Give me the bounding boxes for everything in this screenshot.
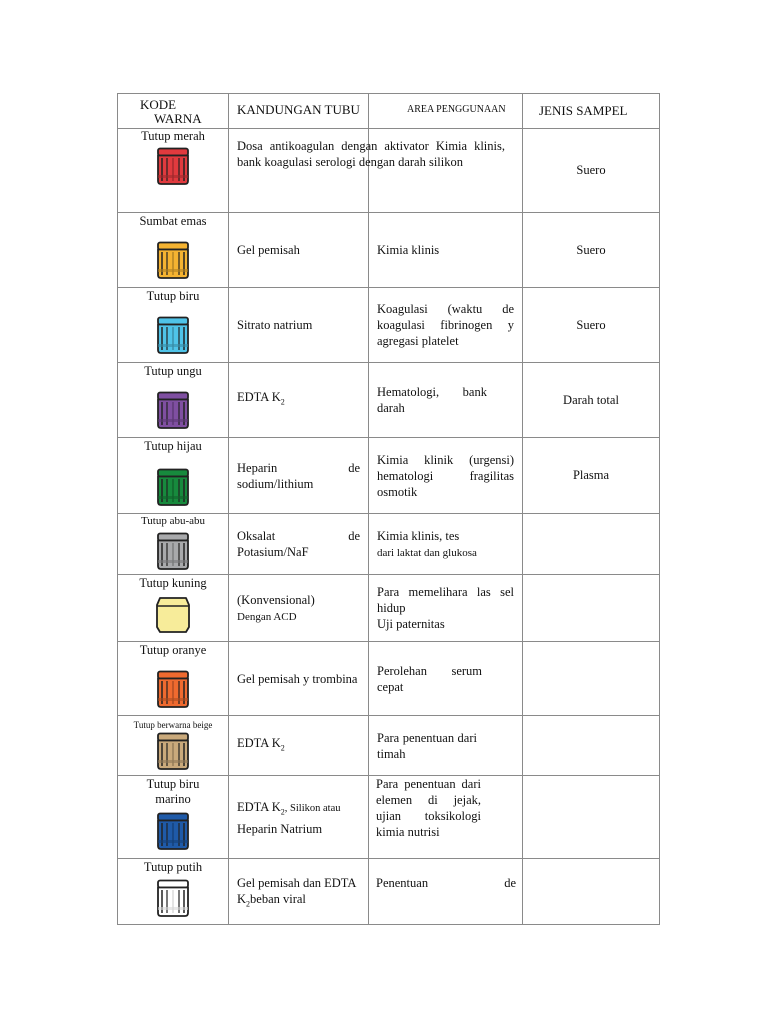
color-code-name: Tutup hijau [144, 439, 202, 453]
jenis-cell [523, 514, 660, 575]
jenis-cell: Suero [523, 129, 660, 213]
jenis-cell: Suero [523, 288, 660, 363]
area-text-small: dari laktat dan glukosa [377, 546, 477, 559]
table-row [118, 716, 660, 776]
subscript: 2 [280, 743, 285, 753]
area-text: Para penentuan dari elemen di jejak, ujian toksikologi kimia nutrisi [376, 777, 481, 839]
kandungan-text: EDTA K [237, 390, 281, 405]
color-code-name: Tutup kuning [139, 576, 207, 590]
orange-tube-cap-icon [155, 670, 191, 715]
kandungan-cell [229, 213, 369, 288]
color-code-name: Tutup ungu [144, 364, 202, 378]
area-cell [369, 642, 523, 716]
kandungan-area-cell [229, 859, 523, 925]
kandungan-text: Dosa antikoagulan dengan aktivator Kimia klinis, bank koagulasi serologi dengan darah silikon [237, 139, 505, 169]
header-kode-line2: WARNA [154, 111, 202, 126]
area-text: Koagulasi (waktu de koagulasi fibrinogen y agregasi platelet [377, 302, 514, 348]
area-cell [369, 363, 523, 438]
beige-tube-cap-icon [155, 732, 191, 776]
kandungan-text-line2: beban viral [250, 892, 306, 906]
subscript: 2 [246, 899, 251, 909]
gold-tube-cap-icon [155, 241, 191, 286]
tube-cap-svg [155, 241, 191, 281]
kandungan-text: Gel pemisah dan EDTA [237, 876, 357, 890]
kandungan-area-cell [229, 776, 523, 859]
tube-cap-svg [155, 812, 191, 852]
color-code-name: Tutup berwarna beige [133, 720, 213, 730]
tube-cap-svg [155, 147, 191, 187]
code-cell [118, 859, 229, 925]
kandungan-cell [229, 575, 369, 642]
kandungan-text-line2: Heparin Natrium [237, 821, 323, 836]
color-code-name: Sumbat emas [139, 214, 207, 228]
kandungan-text: EDTA K [237, 735, 281, 750]
tube-cap-svg [155, 468, 191, 508]
header-kandungan: KANDUNGAN TUBU [229, 94, 369, 129]
header-kode-line1: KODE [140, 97, 177, 112]
kandungan-text-line2-prefix: K [237, 892, 247, 906]
area-text: Para memelihara las sel hidup [377, 585, 514, 615]
tube-cap-svg [155, 670, 191, 710]
kandungan-text: Heparin de sodium/lithium [237, 460, 360, 491]
kandungan-cell [229, 642, 369, 716]
subscript: 2 [280, 807, 285, 817]
jenis-cell [523, 776, 660, 859]
kandungan-cell [229, 363, 369, 438]
kandungan-cell [229, 514, 369, 575]
jenis-cell: Suero [523, 213, 660, 288]
jenis-cell [523, 642, 660, 716]
tube-cap-svg [155, 532, 191, 572]
color-code-name: Tutup biru marino [146, 777, 200, 806]
area-cell [369, 575, 523, 642]
color-code-name: Tutup merah [141, 129, 205, 143]
area-text: Hematologi, bank darah [377, 385, 487, 415]
area-cell [369, 716, 523, 776]
jenis-cell: Plasma [523, 438, 660, 514]
kandungan-text: Sitrato natrium [237, 318, 313, 332]
kandungan-text-small: Dengan ACD [237, 610, 297, 623]
purple-tube-cap-icon [155, 391, 191, 436]
code-cell [118, 363, 229, 438]
kandungan-cell [229, 288, 369, 363]
gray-tube-cap-icon [155, 532, 191, 575]
subscript: 2 [280, 397, 285, 407]
code-cell [118, 642, 229, 716]
kandungan-text: Gel pemisah [237, 243, 300, 257]
table-header-row [118, 94, 660, 129]
code-cell [118, 288, 229, 363]
area-cell [369, 438, 523, 514]
table-row [118, 129, 660, 213]
white-tube-cap-icon [155, 879, 191, 924]
jenis-cell: Darah total [523, 363, 660, 438]
kandungan-text: (Konvensional) [237, 592, 315, 607]
table-row [118, 438, 660, 514]
jenis-cell [523, 716, 660, 776]
code-cell [118, 213, 229, 288]
navy-tube-cap-icon [155, 812, 191, 857]
column-divider [368, 859, 369, 924]
code-cell [118, 575, 229, 642]
area-text-line2: Uji paternitas [377, 617, 445, 631]
header-kode-warna [118, 94, 229, 129]
color-code-name: Tutup biru [146, 289, 200, 303]
kandungan-text: Oksalat de Potasium/NaF [237, 529, 360, 559]
column-divider [368, 776, 369, 858]
table-row [118, 363, 660, 438]
jenis-cell [523, 575, 660, 642]
area-text: Perolehan serum cepat [377, 663, 482, 694]
area-cell [369, 213, 523, 288]
area-text: Kimia klinis [377, 243, 440, 257]
kandungan-text: EDTA K [237, 800, 281, 814]
green-tube-cap-icon [155, 468, 191, 513]
header-jenis: JENIS SAMPEL [523, 94, 660, 129]
table-row [118, 514, 660, 575]
jenis-cell [523, 859, 660, 925]
kandungan-text: Gel pemisah y trombina [237, 671, 358, 686]
code-cell [118, 776, 229, 859]
kandungan-area-cell [229, 129, 523, 213]
area-text: Kimia klinik (urgensi) hematologi fragilitas osmotik [377, 452, 514, 499]
tube-cap-svg [155, 595, 191, 635]
header-area: AREA PENGGUNAAN [369, 94, 523, 129]
table-row [118, 776, 660, 859]
color-code-name: Tutup abu-abu [140, 515, 206, 527]
table-row [118, 859, 660, 925]
area-text: Kimia klinis, tes [377, 528, 460, 543]
kandungan-cell [229, 438, 369, 514]
table-row [118, 213, 660, 288]
tube-cap-svg [155, 879, 191, 919]
color-code-name: Tutup putih [143, 860, 203, 874]
table-row [118, 575, 660, 642]
red-tube-cap-icon [155, 147, 191, 192]
blue-tube-cap-icon [155, 316, 191, 361]
tube-cap-svg [155, 732, 191, 772]
tube-cap-svg [155, 391, 191, 431]
tube-cap-svg [155, 316, 191, 356]
area-text: Penentuan de [376, 876, 516, 890]
code-cell [118, 716, 229, 776]
table-row [118, 288, 660, 363]
code-cell [118, 129, 229, 213]
kandungan-text-rest: , Silikon atau [284, 803, 341, 814]
color-code-name: Tutup oranye [139, 643, 207, 657]
tube-color-table [117, 93, 660, 925]
table-row [118, 642, 660, 716]
code-cell [118, 514, 229, 575]
yellow-tube-cap-icon [155, 595, 191, 640]
area-text: Para penentuan dari timah [377, 730, 477, 761]
area-cell [369, 514, 523, 575]
area-cell [369, 288, 523, 363]
kandungan-cell [229, 716, 369, 776]
code-cell [118, 438, 229, 514]
